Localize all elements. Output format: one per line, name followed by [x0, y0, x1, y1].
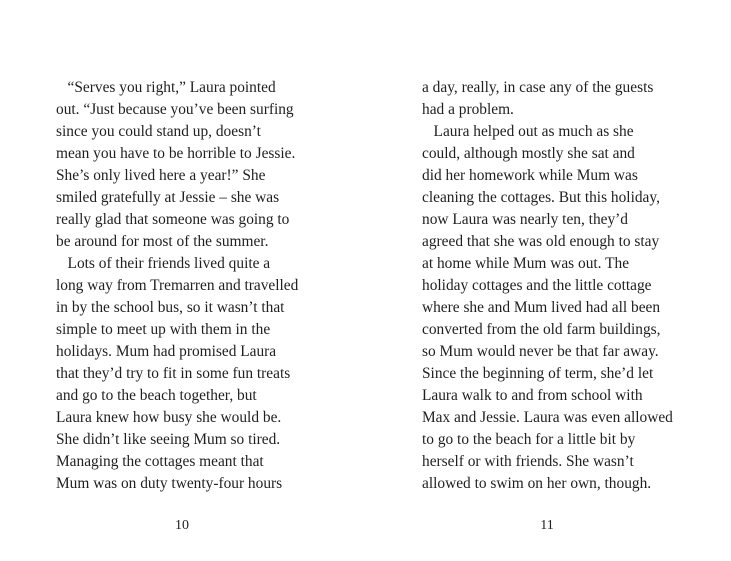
text-line: agreed that she was old enough to stay: [422, 233, 660, 250]
right-page-body-text: [422, 77, 673, 495]
text-line: that they’d try to fit in some fun treats: [56, 365, 291, 382]
text-line: where she and Mum lived had all been: [422, 299, 661, 316]
text-line: smiled gratefully at Jessie – she was: [56, 189, 280, 206]
text-line: holidays. Mum had promised Laura: [56, 343, 277, 360]
text-line: Laura helped out as much as she: [422, 123, 634, 140]
page-number: 11: [540, 518, 554, 533]
text-line: Lots of their friends lived quite a: [56, 255, 271, 272]
text-line: to go to the beach for a little bit by: [422, 431, 636, 448]
text-line: had a problem.: [422, 101, 514, 118]
text-line: now Laura was nearly ten, they’d: [422, 211, 628, 228]
text-line: simple to meet up with them in the: [56, 321, 271, 338]
text-line: a day, really, in case any of the guests: [422, 79, 654, 96]
text-line: Managing the cottages meant that: [56, 453, 264, 470]
text-line: long way from Tremarren and travelled: [56, 277, 299, 294]
text-line: and go to the beach together, but: [56, 387, 257, 404]
text-line: out. “Just because you’ve been surfing: [56, 101, 294, 118]
text-line: Laura walk to and from school with: [422, 387, 643, 404]
left-page: [0, 0, 365, 561]
text-line: She didn’t like seeing Mum so tired.: [56, 431, 281, 448]
text-line: Max and Jessie. Laura was even allowed: [422, 409, 673, 426]
text-line: “Serves you right,” Laura pointed: [56, 79, 276, 96]
text-line: did her homework while Mum was: [422, 167, 638, 184]
text-line: so Mum would never be that far away.: [422, 343, 659, 360]
text-line: herself or with friends. She wasn’t: [422, 453, 634, 470]
text-line: allowed to swim on her own, though.: [422, 475, 652, 492]
text-line: She’s only lived here a year!” She: [56, 167, 266, 184]
text-line: cleaning the cottages. But this holiday,: [422, 189, 660, 206]
text-line: Mum was on duty twenty-four hours: [56, 475, 283, 492]
text-line: mean you have to be horrible to Jessie.: [56, 145, 296, 162]
text-line: at home while Mum was out. The: [422, 255, 630, 272]
text-line: could, although mostly she sat and: [422, 145, 635, 162]
text-line: Since the beginning of term, she’d let: [422, 365, 654, 382]
left-page-body-text: [56, 77, 298, 495]
text-line: converted from the old farm buildings,: [422, 321, 661, 338]
text-line: really glad that someone was going to: [56, 211, 290, 228]
text-line: be around for most of the summer.: [56, 233, 269, 250]
text-line: in by the school bus, so it wasn’t that: [56, 299, 285, 316]
right-page: [365, 0, 731, 561]
text-line: Laura knew how busy she would be.: [56, 409, 282, 426]
text-line: since you could stand up, doesn’t: [56, 123, 261, 140]
text-line: holiday cottages and the little cottage: [422, 277, 652, 294]
page-number: 10: [175, 518, 189, 533]
